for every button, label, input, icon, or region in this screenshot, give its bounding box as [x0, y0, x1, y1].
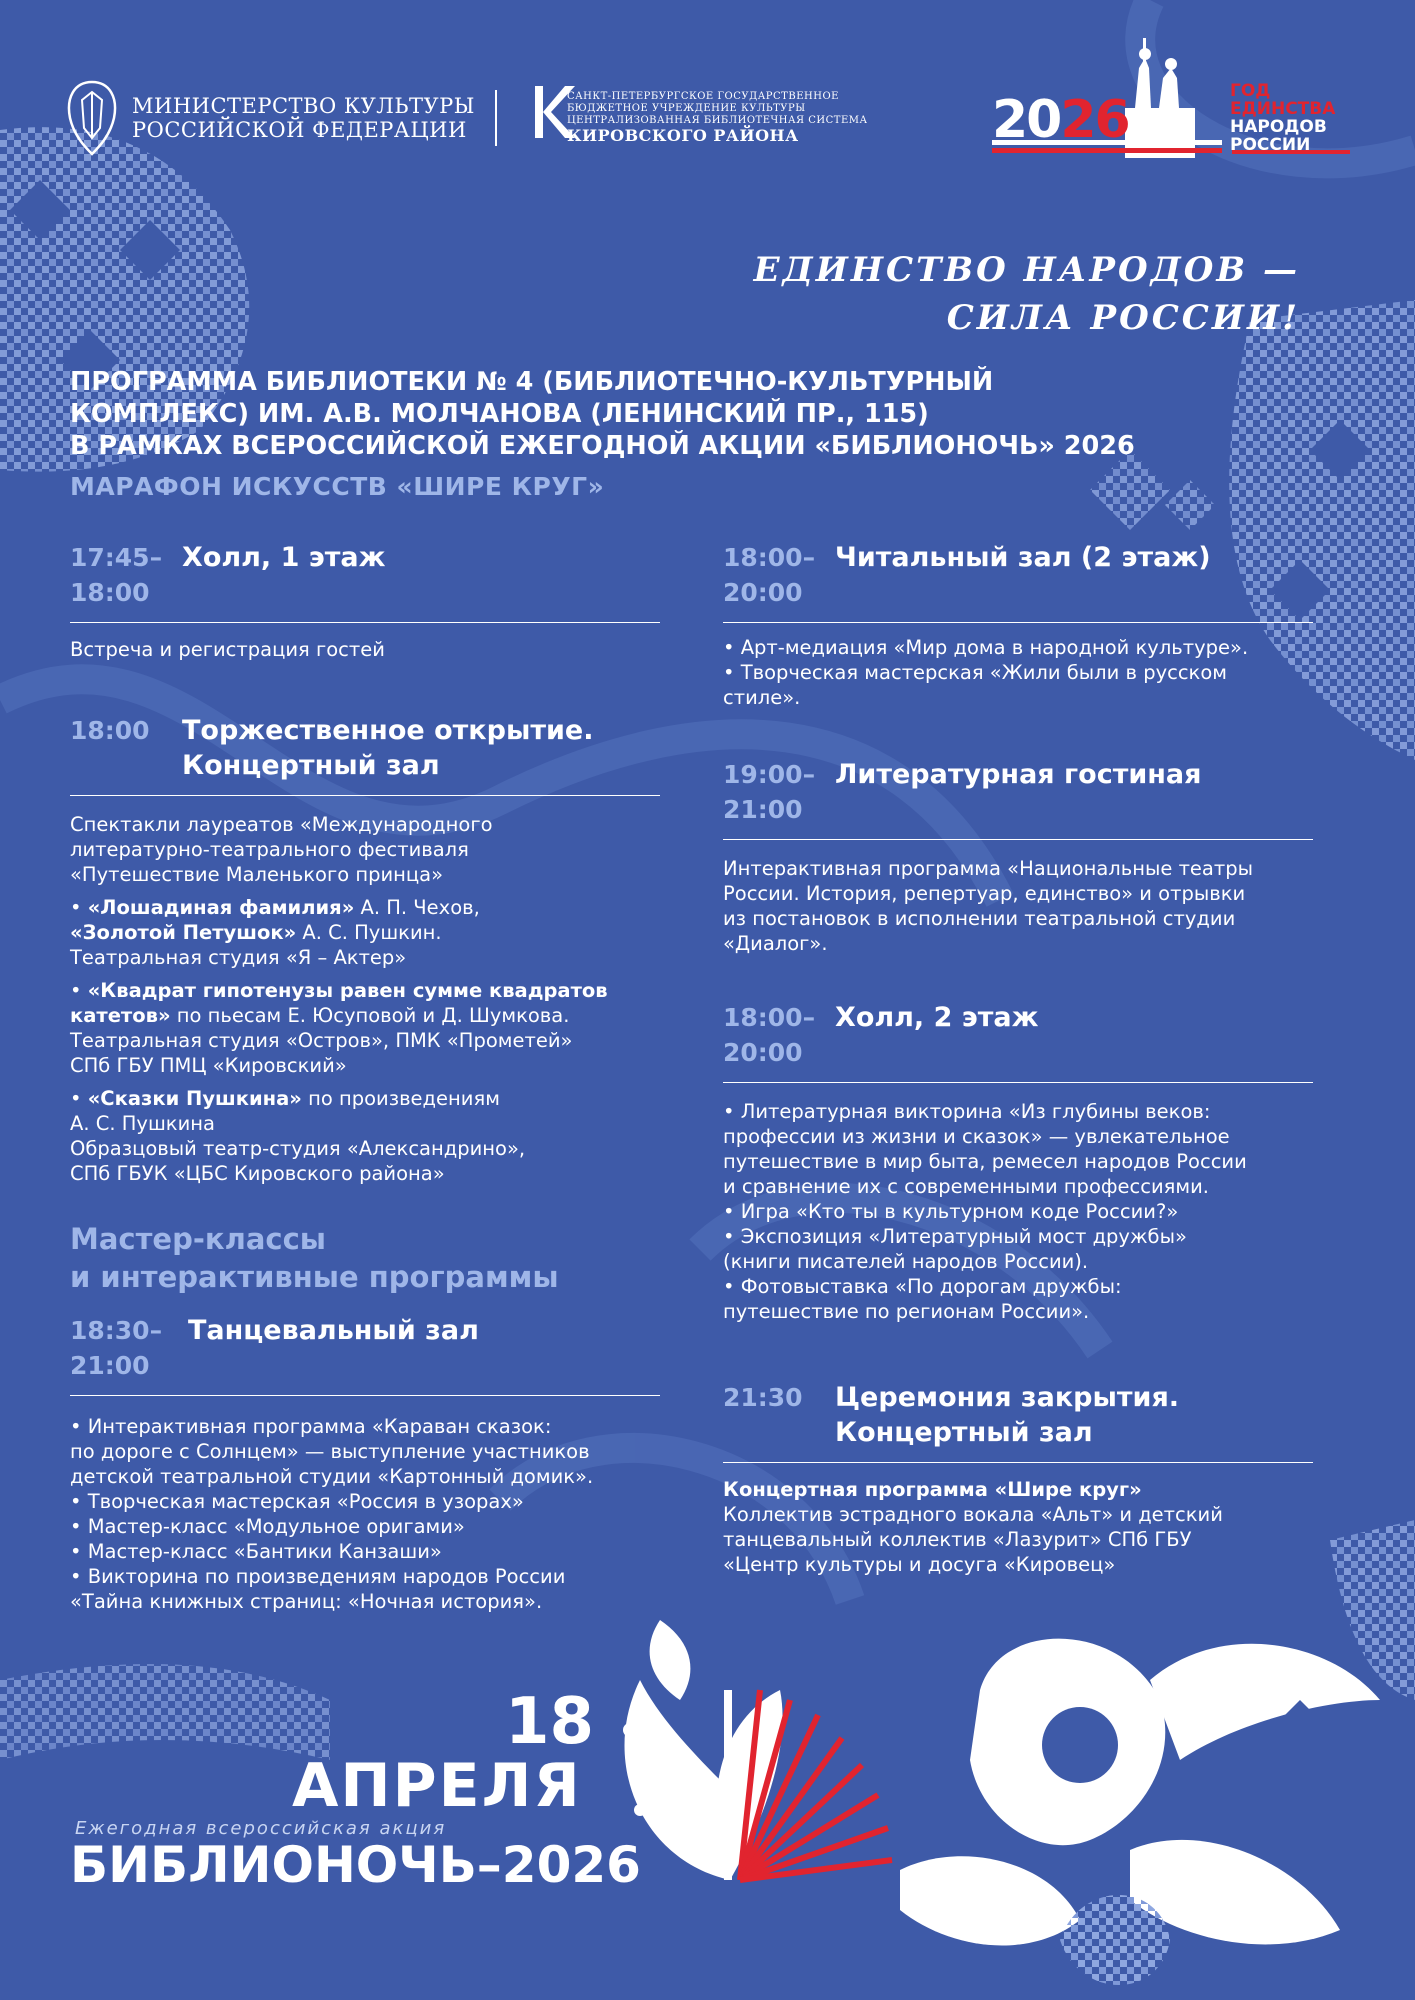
divider: [723, 1082, 1313, 1083]
time-range: 18:00– 20:00: [723, 1003, 816, 1067]
cbs-line-1: САНКТ-ПЕТЕРБУРГСКОЕ ГОСУДАРСТВЕННОЕ: [566, 91, 839, 102]
slogan: ЕДИНСТВО НАРОДОВ — СИЛА РОССИИ!: [753, 250, 1300, 338]
cbs-logo: [517, 90, 868, 146]
schedule-closing: 21:30 Церемония закрытия. Концертный зал Концертная программа «Шире круг» Коллектив эстрадного вокала «Альт» и детский танцевальный коллектив «Лазурит» СПб ГБУ «Центр культуры и досуга «Кировец»: [723, 1380, 1313, 1577]
ministry-line-2: РОССИЙСКОЙ ФЕДЕРАЦИИ: [132, 118, 467, 142]
schedule-opening: 18:00 Торжественное открытие. Концертный зал Спектакли лауреатов «Международного литературно-театрального фестиваля «Путешествие Маленького принца» • «Лошадиная фамилия» А. П. Чехов, «Золотой Петушок» А. С. Пушкин. Театральная студия «Я – Актер» • «Квадрат гипотенузы равен сумме квадратов катетов» по пьесам Е. Юсуповой и Д. Шумкова. Театральная студия «Остров», ПМК «Прометей» СПб ГБУ ПМЦ «Кировский» • «Сказки Пушкина» по произведениям А. С. Пушкина Образцовый театр-студия «Александрино», СПб ГБУК «ЦБС Кировского района»: [70, 713, 660, 1194]
section-heading: Литературная гостиная: [835, 759, 1202, 790]
event-day: 18: [505, 1685, 595, 1759]
section-heading: Холл, 2 этаж: [835, 1002, 1039, 1033]
time-range: 19:00– 21:00: [723, 760, 816, 824]
ministry-logo: [64, 78, 868, 158]
section-heading: Танцевальный зал: [188, 1315, 479, 1346]
section-heading: Торжественное открытие. Концертный зал: [182, 715, 594, 781]
divider: [723, 1462, 1313, 1463]
section-heading: Читальный зал (2 этаж): [835, 542, 1211, 573]
section-heading: Холл, 1 этаж: [182, 542, 386, 573]
event-month: АПРЕЛЯ: [292, 1751, 582, 1821]
cbs-line-3: ЦЕНТРАЛИЗОВАННАЯ БИБЛИОТЕЧНАЯ СИСТЕМА: [566, 115, 868, 126]
masterclass-heading: Мастер-классы и интерактивные программы: [70, 1222, 559, 1294]
time-range: 17:45– 18:00: [70, 543, 163, 607]
event-name: БИБЛИОНОЧЬ–2026: [70, 1836, 641, 1894]
schedule-reading-room: 18:00– 20:00 Читальный зал (2 этаж) • Арт-медиация «Мир дома в народной культуре». • Творческая мастерская «Жили были в русском стиле».: [723, 540, 1313, 710]
logo-divider: [495, 90, 497, 146]
divider: [70, 795, 660, 796]
cbs-line-4: КИРОВСКОГО РАЙОНА: [566, 126, 799, 145]
year-2026-number: 2026: [992, 90, 1129, 150]
divider: [70, 1395, 660, 1396]
ministry-line-1: МИНИСТЕРСТВО КУЛЬТУРЫ: [132, 94, 475, 118]
emblem-icon: [64, 78, 120, 158]
event-subtitle: Ежегодная всероссийская акция: [75, 1818, 447, 1839]
schedule-dance-hall: 18:30– 21:00 Танцевальный зал • Интерактивная программа «Караван сказок: по дороге с Солнцем» — выступление участников детской театральной студии «Картонный домик». • Творческая мастерская «Россия в узорах» • Мастер-класс «Модульное оригами» • Мастер-класс «Бантики Канзаши» • Викторина по произведениям народов России «Тайна книжных страниц: «Ночная история».: [70, 1313, 660, 1614]
schedule-literary-lounge: 19:00– 21:00 Литературная гостиная Интерактивная программа «Национальные театры России. История, репертуар, единство» и отрывки из постановок в исполнении театральной студии «Диалог».: [723, 757, 1313, 956]
year-of-unity-text: ГОД ЕДИНСТВА НАРОДОВ РОССИИ: [1230, 81, 1336, 155]
time-range: 21:30: [723, 1383, 803, 1412]
cbs-line-2: БЮДЖЕТНОЕ УЧРЕЖДЕНИЕ КУЛЬТУРЫ: [566, 103, 806, 114]
time-range: 18:30– 21:00: [70, 1316, 163, 1380]
page-subtitle: МАРАФОН ИСКУССТВ «ШИРЕ КРУГ»: [70, 472, 605, 501]
cbs-k-icon: [517, 90, 559, 146]
divider: [723, 622, 1313, 623]
schedule-hall-2: 18:00– 20:00 Холл, 2 этаж • Литературная викторина «Из глубины веков: профессии из жизни и сказок» — увлекательное путешествие в мир быта, ремесел народов России и сравнение их с современными профессиями. • Игра «Кто ты в культурном коде России?» • Экспозиция «Литературный мост дружбы» (книги писателей народов России). • Фотовыставка «По дорогам дружбы: путешествие по регионам России».: [723, 1000, 1313, 1324]
time-range: 18:00: [70, 716, 150, 745]
divider: [723, 839, 1313, 840]
divider: [70, 622, 660, 623]
page-title: ПРОГРАММА БИБЛИОТЕКИ № 4 (БИБЛИОТЕЧНО-КУЛЬТУРНЫЙ КОМПЛЕКС) ИМ. А.В. МОЛЧАНОВА (ЛЕНИНСКИЙ ПР., 115) В РАМКАХ ВСЕРОССИЙСКОЙ ЕЖЕГОДНОЙ АКЦИИ «БИБЛИОНОЧЬ» 2026: [70, 367, 1135, 461]
schedule-hall-1: 17:45– 18:00 Холл, 1 этаж Встреча и регистрация гостей: [70, 540, 660, 670]
time-range: 18:00– 20:00: [723, 543, 816, 607]
section-heading: Церемония закрытия. Концертный зал: [835, 1382, 1180, 1448]
